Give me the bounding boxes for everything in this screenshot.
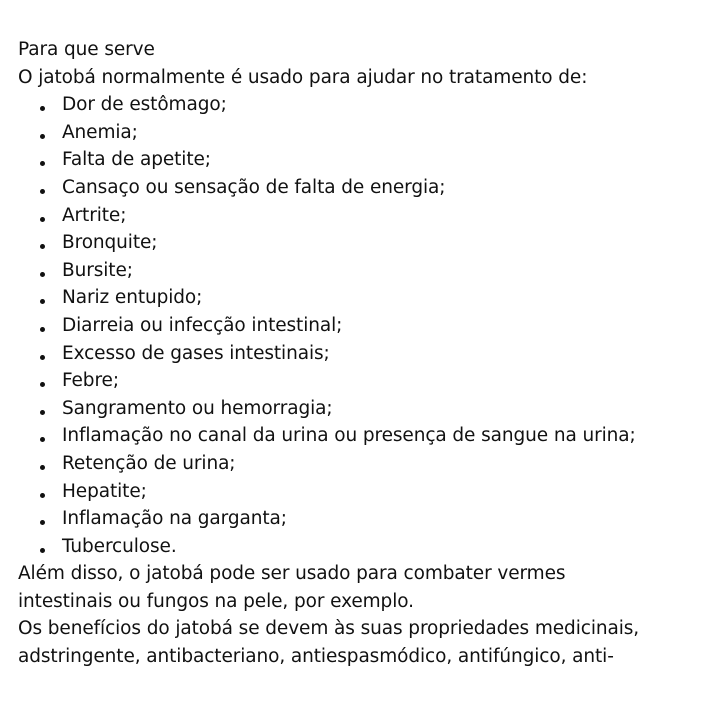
list-item-text: Artrite; — [62, 204, 127, 226]
bullet-icon — [40, 327, 45, 332]
list-item-text: Bronquite; — [62, 232, 158, 254]
bullet-icon — [40, 548, 45, 553]
list-item — [18, 257, 698, 285]
list-item-text: Excesso de gases intestinais; — [62, 342, 330, 364]
list-item — [18, 229, 698, 257]
list-item — [18, 146, 698, 174]
bullet-icon — [40, 437, 45, 442]
list-item — [18, 202, 698, 230]
bullet-icon — [40, 410, 45, 415]
paragraph-line: adstringente, antibacteriano, antiespasmódico, antifúngico, anti- — [18, 646, 614, 668]
list-item — [18, 174, 698, 202]
list-item-text: Inflamação no canal da urina ou presença de sangue na urina; — [62, 425, 636, 447]
list-item-text: Diarreia ou infecção intestinal; — [62, 314, 343, 336]
list-item-text: Inflamação na garganta; — [62, 508, 287, 530]
list-item — [18, 284, 698, 312]
bullet-icon — [40, 244, 45, 249]
section-heading: Para que serve — [18, 39, 155, 60]
bullet-icon — [40, 493, 45, 498]
bullet-icon — [40, 106, 45, 111]
bullet-icon — [40, 189, 45, 194]
bullet-icon — [40, 299, 45, 304]
list-item-text: Cansaço ou sensação de falta de energia; — [62, 176, 446, 198]
bullet-icon — [40, 465, 45, 470]
list-item-text: Hepatite; — [62, 480, 147, 502]
bullet-icon — [40, 134, 45, 139]
bullet-icon — [40, 382, 45, 387]
bullet-icon — [40, 355, 45, 360]
paragraph-line: Os benefícios do jatobá se devem às suas propriedades medicinais, — [18, 618, 640, 640]
list-item — [18, 395, 698, 423]
paragraph-line: intestinais ou fungos na pele, por exemplo. — [18, 590, 414, 612]
list-item — [18, 533, 698, 561]
list-item — [18, 505, 698, 533]
bullet-icon — [40, 272, 45, 277]
list-item — [18, 312, 698, 340]
list-item-text: Dor de estômago; — [62, 94, 227, 116]
list-item-text: Retenção de urina; — [62, 452, 236, 474]
bullet-icon — [40, 161, 45, 166]
list-item — [18, 450, 698, 478]
list-item-text: Tuberculose. — [62, 535, 177, 557]
list-item-text: Bursite; — [62, 259, 133, 281]
document-body — [18, 36, 698, 671]
bullet-icon — [40, 217, 45, 222]
list-item-text: Febre; — [62, 370, 119, 392]
intro-text: O jatobá normalmente é usado para ajudar no tratamento de: — [18, 66, 588, 88]
list-item-text: Anemia; — [62, 121, 138, 143]
list-item — [18, 119, 698, 147]
list-item — [18, 422, 698, 450]
bullet-icon — [40, 520, 45, 525]
list-item-text: Nariz entupido; — [62, 287, 203, 309]
paragraph-line: Além disso, o jatobá pode ser usado para combater vermes — [18, 563, 566, 585]
list-item-text: Falta de apetite; — [62, 149, 211, 171]
list-item-text: Sangramento ou hemorragia; — [62, 397, 333, 419]
list-item — [18, 367, 698, 395]
treatment-list — [18, 91, 698, 560]
list-item — [18, 478, 698, 506]
list-item — [18, 91, 698, 119]
list-item — [18, 340, 698, 368]
